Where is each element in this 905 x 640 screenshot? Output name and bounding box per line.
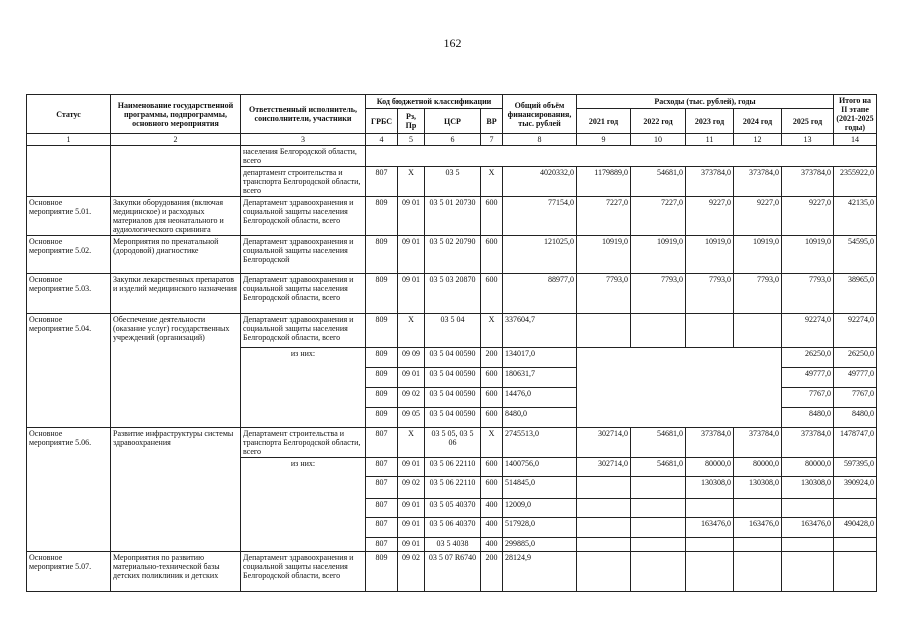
table-cell: 373784,0	[686, 167, 734, 197]
table-cell: X	[398, 167, 425, 197]
table-cell: 600	[481, 236, 503, 274]
column-index-row	[27, 134, 877, 146]
table-cell: X	[481, 314, 503, 348]
executor-cell: Департамент здравоохранения и социальной защиты населения Белгородской	[241, 236, 366, 274]
table-cell: 26250,0	[782, 348, 834, 368]
table-cell: 8480,0	[834, 408, 877, 428]
table-cell: 807	[366, 518, 398, 538]
table-cell: 809	[366, 314, 398, 348]
table-cell: 09 02	[398, 477, 425, 499]
table-cell: 10919,0	[577, 236, 631, 274]
table-cell	[782, 552, 834, 592]
table-cell: 1400756,0	[503, 458, 577, 477]
table-cell: 7793,0	[782, 274, 834, 314]
header-status: Статус	[27, 95, 111, 134]
header-year: 2022 год	[631, 109, 686, 134]
table-cell: 600	[481, 408, 503, 428]
name-cell: Закупки оборудования (включая медицинское) и расходных материалов для неонатального и аудиологического скрининга	[111, 197, 241, 236]
table-cell: 807	[366, 499, 398, 518]
table-cell: X	[481, 428, 503, 458]
table-cell: 9227,0	[734, 197, 782, 236]
col-index: 6	[425, 134, 481, 146]
header-executor: Ответственный исполнитель, соисполнители, участники	[241, 95, 366, 134]
table-cell: 809	[366, 197, 398, 236]
table-row	[27, 236, 877, 274]
table-cell	[834, 499, 877, 518]
table-cell: 03 5 01 20730	[425, 197, 481, 236]
col-index: 12	[734, 134, 782, 146]
table-cell: 7227,0	[631, 197, 686, 236]
of-them-label: из них:	[241, 348, 366, 428]
table-cell: 03 5 03 20870	[425, 274, 481, 314]
status-cell: Основное мероприятие 5.02.	[27, 236, 111, 274]
table-cell: 809	[366, 408, 398, 428]
table-cell: 54681,0	[631, 458, 686, 477]
table-cell: 807	[366, 458, 398, 477]
table-cell: 03 5 02 20790	[425, 236, 481, 274]
table-cell: 514845,0	[503, 477, 577, 499]
table-cell	[734, 314, 782, 348]
col-index: 1	[27, 134, 111, 146]
table-cell	[686, 552, 734, 592]
header-row-1	[27, 95, 877, 109]
table-cell: 54595,0	[834, 236, 877, 274]
table-cell: 09 01	[398, 368, 425, 388]
table-cell: 163476,0	[686, 518, 734, 538]
table-cell: 8480,0	[503, 408, 577, 428]
table-cell: 8480,0	[782, 408, 834, 428]
table-cell: 302714,0	[577, 428, 631, 458]
table-cell: 09 01	[398, 458, 425, 477]
col-index: 2	[111, 134, 241, 146]
table-cell	[686, 314, 734, 348]
table-cell: 12009,0	[503, 499, 577, 518]
table-cell	[577, 314, 631, 348]
table-cell: 809	[366, 552, 398, 592]
table-cell: 597395,0	[834, 458, 877, 477]
table-cell: 92274,0	[834, 314, 877, 348]
table-cell: 80000,0	[686, 458, 734, 477]
table-cell: 03 5 05 40370	[425, 499, 481, 518]
table-cell: 03 5 06 40370	[425, 518, 481, 538]
executor-cell: Департамент здравоохранения и социальной защиты населения Белгородской области, всего	[241, 552, 366, 592]
table-cell	[631, 538, 686, 552]
col-index: 10	[631, 134, 686, 146]
table-cell: 14476,0	[503, 388, 577, 408]
table-cell: X	[398, 428, 425, 458]
executor-cell: департамент строительства и транспорта Белгородской области, всего	[241, 167, 366, 197]
table-cell: 10919,0	[734, 236, 782, 274]
table-cell: X	[481, 167, 503, 197]
table-cell: 373784,0	[734, 167, 782, 197]
table-cell: 163476,0	[782, 518, 834, 538]
table-cell: 03 5 07 R6740	[425, 552, 481, 592]
header-budget-code: Код бюджетной классификации	[366, 95, 503, 109]
table-cell: 807	[366, 477, 398, 499]
col-index: 8	[503, 134, 577, 146]
col-index: 11	[686, 134, 734, 146]
table-cell: 7793,0	[577, 274, 631, 314]
table-cell: 54681,0	[631, 167, 686, 197]
table-cell	[631, 499, 686, 518]
executor-cell: населения Белгородской области, всего	[241, 146, 366, 167]
table-cell: 28124,9	[503, 552, 577, 592]
table-cell: 163476,0	[734, 518, 782, 538]
table-cell: 92274,0	[782, 314, 834, 348]
table-cell: 390924,0	[834, 477, 877, 499]
table-cell: 807	[366, 428, 398, 458]
table-cell: 03 5 04 00590	[425, 408, 481, 428]
table-cell: 600	[481, 388, 503, 408]
table-cell: 10919,0	[631, 236, 686, 274]
table-cell: 7793,0	[686, 274, 734, 314]
table-cell	[577, 552, 631, 592]
executor-cell: Департамент здравоохранения и социальной защиты населения Белгородской области, всего	[241, 274, 366, 314]
col-index: 3	[241, 134, 366, 146]
header-year: 2023 год	[686, 109, 734, 134]
table-cell: 807	[366, 538, 398, 552]
table-cell: 2745513,0	[503, 428, 577, 458]
table-cell: 130308,0	[686, 477, 734, 499]
table-cell: 807	[366, 167, 398, 197]
table-cell: 809	[366, 236, 398, 274]
table-cell: 9227,0	[782, 197, 834, 236]
col-index: 9	[577, 134, 631, 146]
table-cell: 400	[481, 499, 503, 518]
table-cell: 03 5 06 22110	[425, 477, 481, 499]
name-cell: Обеспечение деятельности (оказание услуг) государственных учреждений (организаций)	[111, 314, 241, 428]
table-cell: 03 5 04 00590	[425, 368, 481, 388]
table-cell: 373784,0	[782, 167, 834, 197]
table-cell: 9227,0	[686, 197, 734, 236]
table-cell: 03 5 04 00590	[425, 388, 481, 408]
table-cell	[631, 477, 686, 499]
table-cell: 03 5 06 22110	[425, 458, 481, 477]
header-grbs: ГРБС	[366, 109, 398, 134]
table-cell: 42135,0	[834, 197, 877, 236]
status-cell: Основное мероприятие 5.04.	[27, 314, 111, 428]
table-cell	[834, 552, 877, 592]
table-cell: 80000,0	[734, 458, 782, 477]
header-year: 2025 год	[782, 109, 834, 134]
table-cell: 373784,0	[782, 428, 834, 458]
table-cell: 09 02	[398, 388, 425, 408]
table-cell: 121025,0	[503, 236, 577, 274]
col-index: 13	[782, 134, 834, 146]
table-cell: 180631,7	[503, 368, 577, 388]
table-row	[27, 428, 877, 458]
table-cell: 09 09	[398, 348, 425, 368]
name-cell: Закупки лекарственных препаратов и изделий медицинского назначения	[111, 274, 241, 314]
table-cell: 7227,0	[577, 197, 631, 236]
table-cell: 600	[481, 368, 503, 388]
table-cell: 49777,0	[834, 368, 877, 388]
status-cell: Основное мероприятие 5.07.	[27, 552, 111, 592]
table-cell: 49777,0	[782, 368, 834, 388]
status-cell: Основное мероприятие 5.01.	[27, 197, 111, 236]
status-cell: Основное мероприятие 5.06.	[27, 428, 111, 552]
table-cell: 373784,0	[686, 428, 734, 458]
table-cell: 809	[366, 274, 398, 314]
table-cell: 373784,0	[734, 428, 782, 458]
header-year: 2024 год	[734, 109, 782, 134]
table-cell	[734, 538, 782, 552]
col-index: 4	[366, 134, 398, 146]
table-cell: 809	[366, 368, 398, 388]
table-cell: 09 01	[398, 538, 425, 552]
table-cell: 09 01	[398, 518, 425, 538]
page-number: 162	[443, 36, 462, 50]
table-cell: 400	[481, 518, 503, 538]
table-cell: 03 5 05, 03 5 06	[425, 428, 481, 458]
budget-table	[26, 94, 877, 592]
col-index: 7	[481, 134, 503, 146]
table-cell: X	[398, 314, 425, 348]
header-stage-total: Итого на II этапе (2021-2025 годы)	[834, 95, 877, 134]
table-cell: 200	[481, 348, 503, 368]
table-row	[27, 197, 877, 236]
table-cell: 302714,0	[577, 458, 631, 477]
table-cell: 10919,0	[686, 236, 734, 274]
executor-cell: Департамент здравоохранения и социальной защиты населения Белгородской области, всего	[241, 314, 366, 348]
table-cell: 10919,0	[782, 236, 834, 274]
table-cell: 600	[481, 197, 503, 236]
table-cell: 337604,7	[503, 314, 577, 348]
table-cell: 130308,0	[782, 477, 834, 499]
table-cell	[577, 518, 631, 538]
header-name: Наименование государственной программы, подпрограммы, основного мероприятия	[111, 95, 241, 134]
table-cell: 09 02	[398, 552, 425, 592]
table-cell: 03 5 04 00590	[425, 348, 481, 368]
table-cell: 38965,0	[834, 274, 877, 314]
table-row	[27, 274, 877, 314]
table-cell: 7767,0	[834, 388, 877, 408]
table-cell	[686, 538, 734, 552]
table-cell: 54681,0	[631, 428, 686, 458]
table-cell: 26250,0	[834, 348, 877, 368]
table-cell: 1478747,0	[834, 428, 877, 458]
table-cell: 03 5 4038	[425, 538, 481, 552]
table-cell: 490428,0	[834, 518, 877, 538]
table-cell: 80000,0	[782, 458, 834, 477]
table-cell: 7767,0	[782, 388, 834, 408]
table-cell: 1179889,0	[577, 167, 631, 197]
table-cell	[834, 538, 877, 552]
table-cell: 03 5 04	[425, 314, 481, 348]
table-cell: 09 01	[398, 236, 425, 274]
executor-cell: Департамент строительства и транспорта Белгородской области, всего	[241, 428, 366, 458]
header-rz-pr: Рз, Пр	[398, 109, 425, 134]
table-cell: 600	[481, 274, 503, 314]
name-cell: Мероприятия по развитию материально-технической базы детских поликлиник и детских	[111, 552, 241, 592]
table-cell	[577, 499, 631, 518]
table-cell: 03 5	[425, 167, 481, 197]
header-vr: ВР	[481, 109, 503, 134]
table-cell: 09 05	[398, 408, 425, 428]
table-cell	[734, 552, 782, 592]
table-cell: 200	[481, 552, 503, 592]
table-cell: 7793,0	[631, 274, 686, 314]
table-row	[27, 552, 877, 592]
table-cell: 600	[481, 477, 503, 499]
table-cell	[577, 477, 631, 499]
table-cell: 809	[366, 388, 398, 408]
header-year: 2021 год	[577, 109, 631, 134]
table-cell	[631, 518, 686, 538]
header-total-volume: Общий объём финансирования, тыс. рублей	[503, 95, 577, 134]
table-cell	[577, 538, 631, 552]
table-cell: 09 01	[398, 197, 425, 236]
executor-cell: Департамент здравоохранения и социальной защиты населения Белгородской области, всего	[241, 197, 366, 236]
table-cell: 517928,0	[503, 518, 577, 538]
table-cell: 88977,0	[503, 274, 577, 314]
col-index: 14	[834, 134, 877, 146]
of-them-label: из них:	[241, 458, 366, 552]
table-row	[27, 146, 877, 167]
table-cell: 4020332,0	[503, 167, 577, 197]
table-row	[27, 314, 877, 348]
header-expenses: Расходы (тыс. рублей), годы	[577, 95, 834, 109]
col-index: 5	[398, 134, 425, 146]
table-cell: 7793,0	[734, 274, 782, 314]
status-cell: Основное мероприятие 5.03.	[27, 274, 111, 314]
table-cell	[782, 499, 834, 518]
table-cell	[782, 538, 834, 552]
name-cell: Развитие инфраструктуры системы здравоохранения	[111, 428, 241, 552]
table-cell	[631, 552, 686, 592]
table-cell: 134017,0	[503, 348, 577, 368]
table-cell: 130308,0	[734, 477, 782, 499]
table-cell	[686, 499, 734, 518]
table-cell: 09 01	[398, 499, 425, 518]
table-cell: 600	[481, 458, 503, 477]
table-cell: 400	[481, 538, 503, 552]
table-cell: 299885,0	[503, 538, 577, 552]
table-cell: 809	[366, 348, 398, 368]
table-cell	[734, 499, 782, 518]
table-cell	[631, 314, 686, 348]
table-cell: 09 01	[398, 274, 425, 314]
table-cell: 77154,0	[503, 197, 577, 236]
table-cell: 2355922,0	[834, 167, 877, 197]
name-cell: Мероприятия по пренатальной (дородовой) диагностике	[111, 236, 241, 274]
header-csr: ЦСР	[425, 109, 481, 134]
